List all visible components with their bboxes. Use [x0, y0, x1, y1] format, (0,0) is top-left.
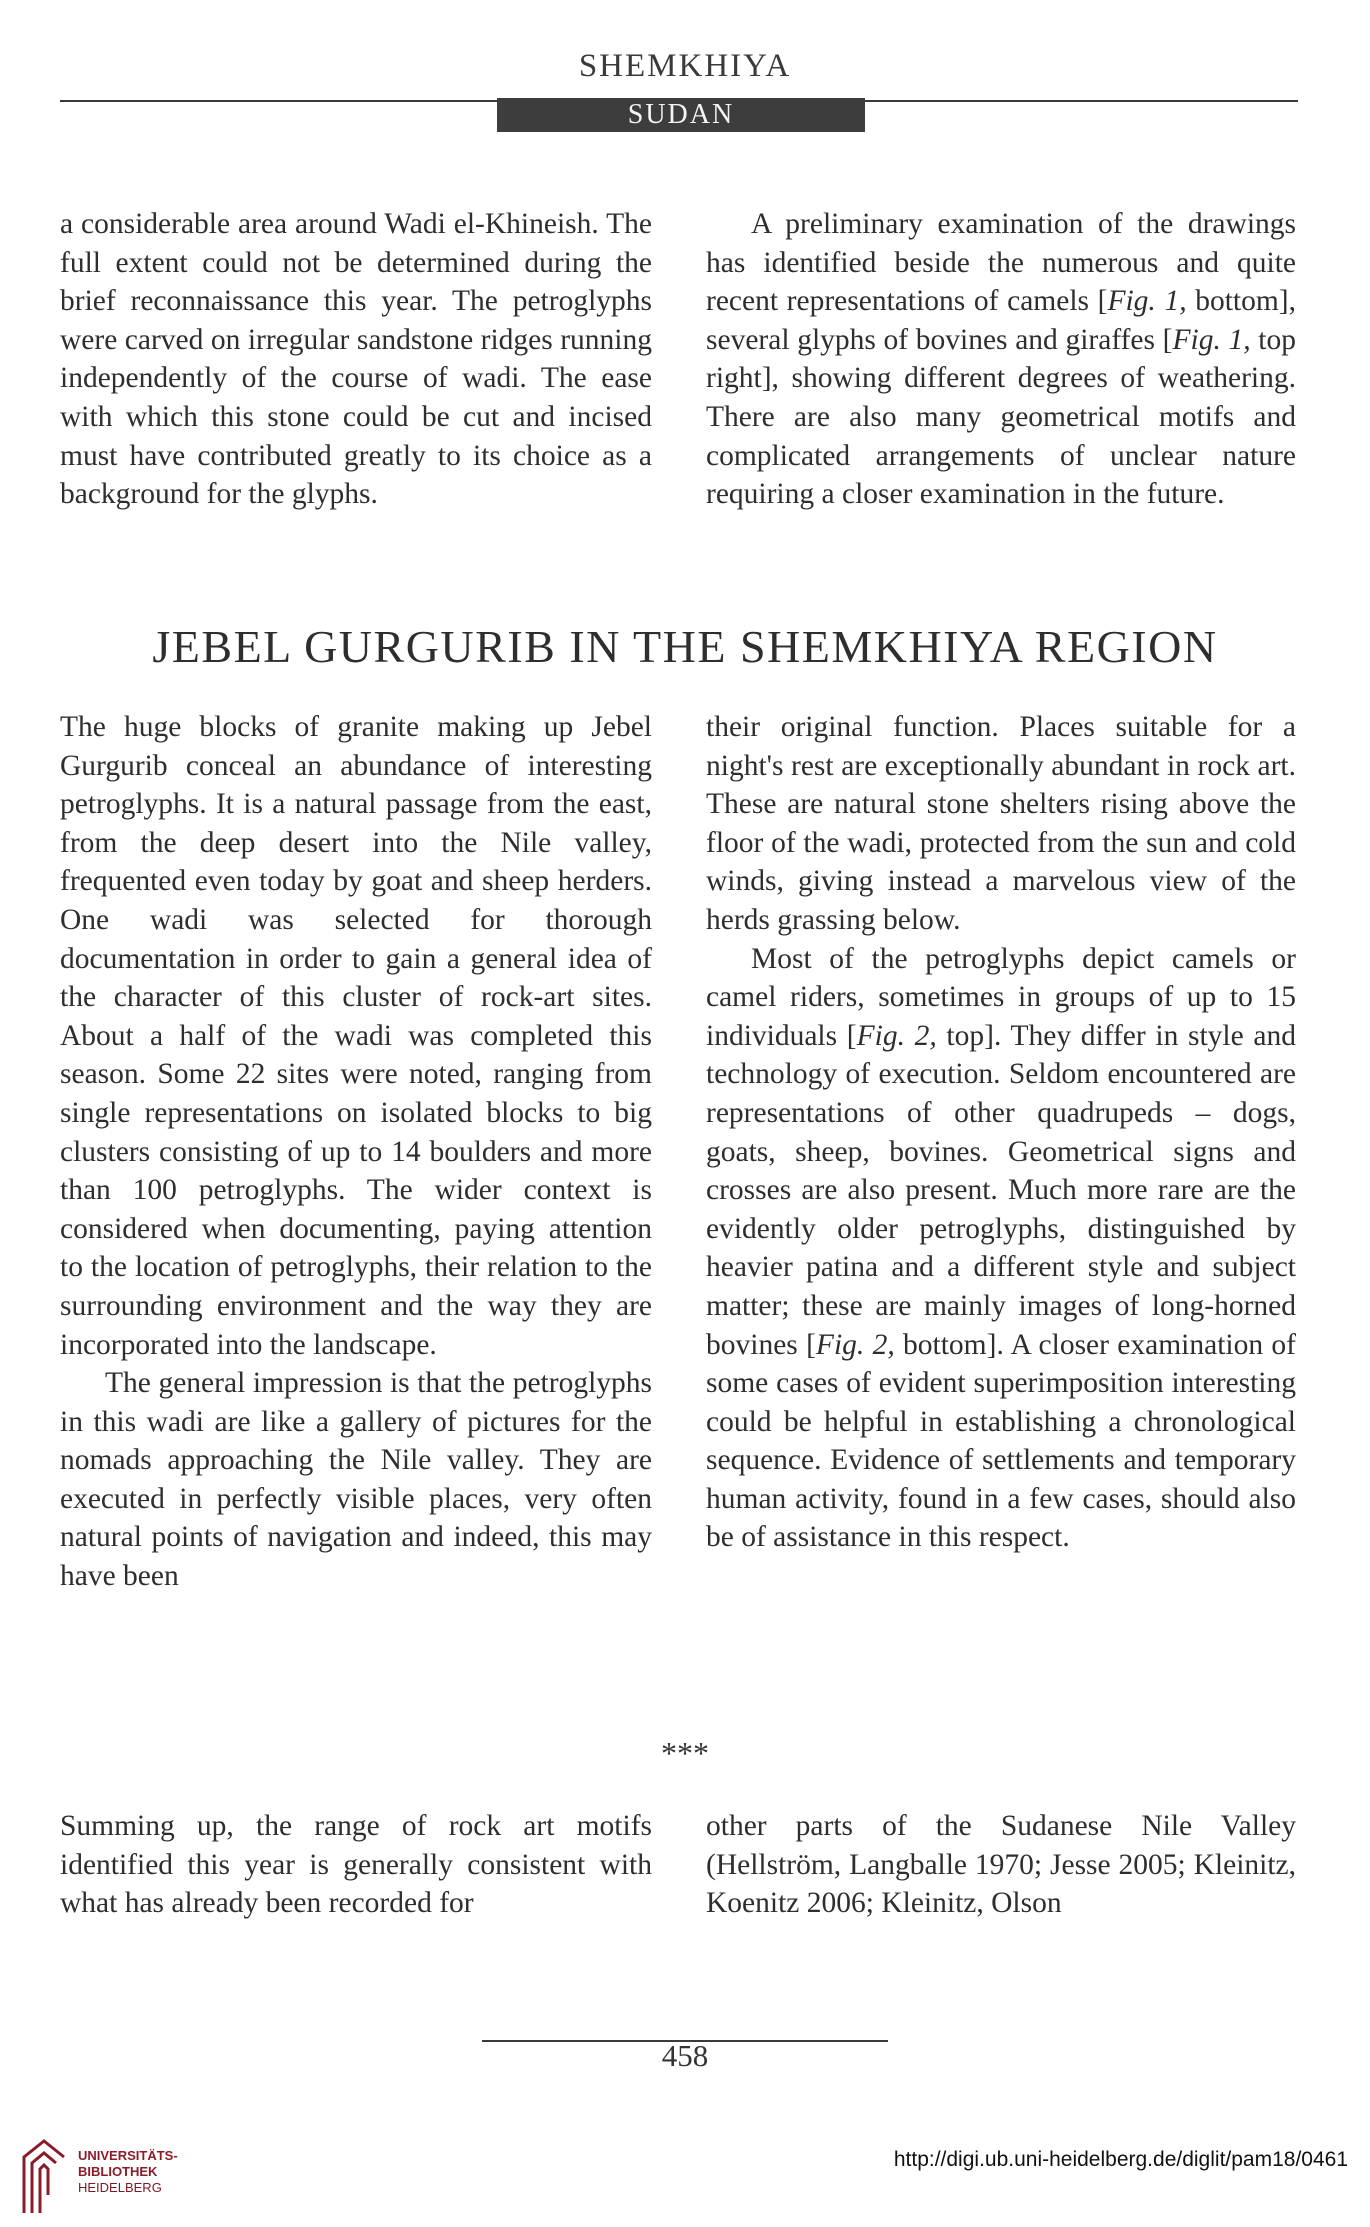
text-run: bottom]. A closer examination of some cases of evident superimposition interesting could be helpful in establishing a chronological sequence. Evidence of settlements and temporary human activity, found in a few cases, should also be of assistance in this respect. — [706, 1328, 1296, 1554]
library-logo-icon — [18, 2135, 70, 2215]
figure-reference[interactable]: Fig. 1, — [1107, 285, 1187, 318]
figure-reference[interactable]: Fig. 2, — [815, 1328, 895, 1361]
section1-right-column — [706, 205, 1296, 514]
section3-left-paragraph: Summing up, the range of rock art motifs identified this year is generally consistent with what has already been recorded for — [60, 1810, 652, 1920]
figure-reference[interactable]: Fig. 1, — [1172, 323, 1251, 356]
library-name-line: BIBLIOTHEK — [78, 2164, 158, 2179]
text-run: Most of the petroglyphs depict camels or camel riders, sometimes in groups of up to 15 individuals [ — [706, 942, 1296, 1052]
section1-left-paragraph: a considerable area around Wadi el-Khineish. The full extent could not be determined during the brief reconnaissance this year. The petroglyphs were carved on irregular sandstone ridges running independently of the course of wadi. The ease with which this stone could be cut and incised must have contributed greatly to its choice as a background for the glyphs. — [60, 208, 652, 511]
section2-left-column — [60, 708, 652, 1596]
section2-right-paragraph-1: their original function. Places suitable for a night's rest are exceptionally abundant in rock art. These are natural stone shelters rising above the floor of the wadi, protected from the sun and cold winds, giving instead a marvelous view of the herds grassing below. — [706, 711, 1296, 936]
section-separator: *** — [661, 1735, 709, 1771]
section3-right-paragraph: other parts of the Sudanese Nile Valley (Hellström, Langballe 1970; Jesse 2005; Kleinitz, Koenitz 2006; Kleinitz, Olson — [706, 1810, 1296, 1920]
figure-reference[interactable]: Fig. 2, — [856, 1019, 937, 1052]
section3-left-column — [60, 1807, 652, 1923]
library-name-line: HEIDELBERG — [78, 2180, 162, 2195]
text-run: A preliminary examination of the drawings has identified beside the numerous and quite recent representations of camels [ — [706, 208, 1296, 318]
section2-right-column — [706, 708, 1296, 1557]
text-run: top]. They differ in style and technology of execution. Seldom encountered are representations of other quadrupeds – dogs, goats, sheep, bovines. Geometrical signs and crosses are also present. Much more rare are the evidently older petroglyphs, distinguished by heavier patina and a different style and subject matter; these are mainly images of long-horned bovines [ — [706, 1019, 1296, 1361]
running-header-title: SHEMKHIYA — [578, 48, 792, 84]
section2-right-paragraph-2 — [706, 940, 1296, 1558]
section-badge: SUDAN — [497, 98, 865, 132]
page-number: 458 — [661, 2038, 709, 2073]
section1-right-paragraph — [706, 205, 1296, 514]
section1-left-column — [60, 205, 652, 514]
section-heading: JEBEL GURGURIB IN THE SHEMKHIYA REGION — [152, 621, 1218, 672]
section3-right-column — [706, 1807, 1296, 1923]
section2-left-paragraph-1: The huge blocks of granite making up Jebel Gurgurib conceal an abundance of interesting petroglyphs. It is a natural passage from the east, from the deep desert into the Nile valley, frequented even today by goat and sheep herders. One wadi was selected for thorough documentation in order to gain a general idea of the character of this cluster of rock-art sites. About a half of the wadi was completed this season. Some 22 sites were noted, ranging from single representations on isolated blocks to big clusters consisting of up to 14 boulders and more than 100 petroglyphs. The wider context is considered when documenting, paying attention to the location of petroglyphs, their relation to the surrounding environment and the way they are incorporated into the landscape. — [60, 711, 652, 1361]
source-url-link[interactable]: http://digi.ub.uni-heidelberg.de/diglit/pam18/0461 — [893, 2148, 1348, 2171]
text-run: bottom], several glyphs of bovines and giraffes [ — [706, 285, 1297, 356]
section2-left-paragraph-2: The general impression is that the petroglyphs in this wadi are like a gallery of pictures for the nomads approaching the Nile valley. They are executed in perfectly visible places, very often natural points of navigation and indeed, this may have been — [60, 1367, 652, 1593]
library-name — [78, 2148, 178, 2196]
text-run: top right], showing different degrees of weathering. There are also many geometrical motifs and complicated arrangements of unclear nature requiring a closer examination in the future. — [706, 323, 1296, 511]
library-name-line: UNIVERSITÄTS- — [78, 2148, 178, 2163]
